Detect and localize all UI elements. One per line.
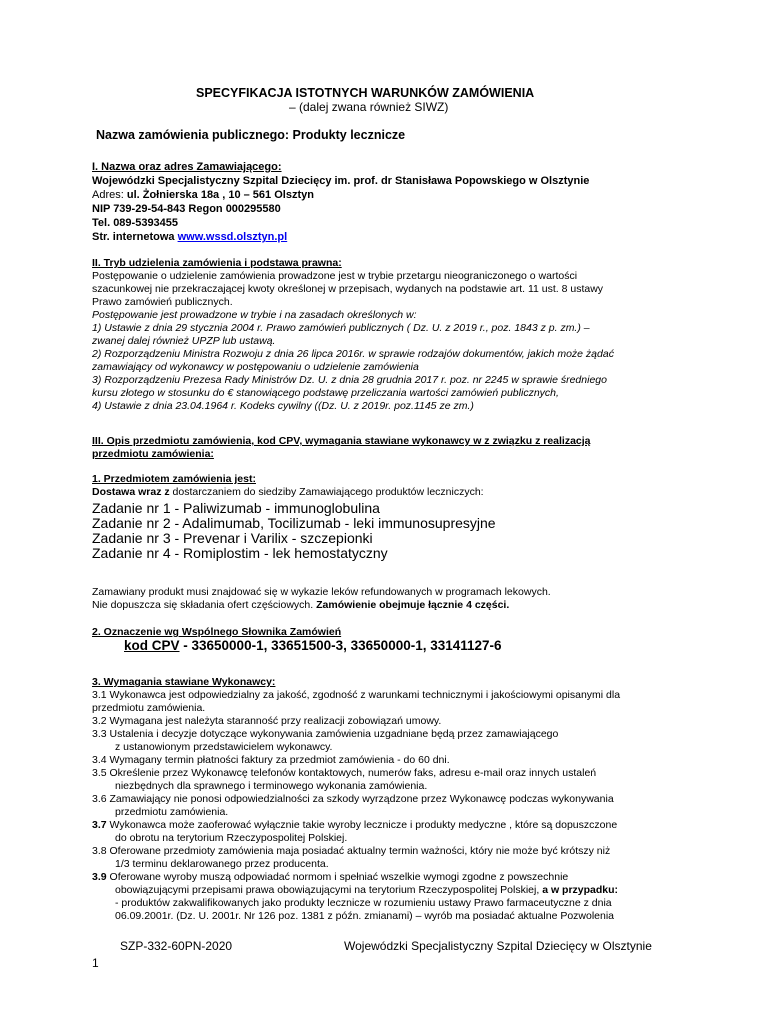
requirement-item: 3.7 Wykonawca może zaoferować wyłącznie takie wyroby lecznicze i produkty medyczne , które są dopuszczone bbox=[92, 819, 618, 831]
section2-italic-line: Postępowanie jest prowadzone w trybie i na zasadach określonych w: bbox=[92, 309, 417, 321]
requirement-cont: do obrotu na terytorium Rzeczypospolitej Polskiej. bbox=[115, 832, 348, 844]
requirement-item: 3.3 Ustalenia i decyzje dotyczące wykonywania zamówienia uzgadniane będą przez zamawiającego bbox=[92, 728, 559, 740]
document-title: SPECYFIKACJA ISTOTNYCH WARUNKÓW ZAMÓWIENIA bbox=[196, 86, 535, 100]
section2-heading: II. Tryb udzielenia zamówienia i podstawa prawna: bbox=[92, 257, 342, 269]
note-line: Nie dopuszcza się składania ofert częściowych. Zamówienie obejmuje łącznie 4 części. bbox=[92, 599, 510, 611]
website-link[interactable]: www.wssd.olsztyn.pl bbox=[177, 231, 288, 243]
telephone: Tel. 089-5393455 bbox=[92, 217, 179, 229]
section2-italic-line: 4) Ustawie z dnia 23.04.1964 r. Kodeks cywilny ((Dz. U. z 2019r. poz.1145 ze zm.) bbox=[92, 400, 474, 412]
section3-heading-cont: przedmiotu zamówienia: bbox=[92, 448, 214, 460]
task-item: Zadanie nr 4 - Romiplostim - lek hemostatyczny bbox=[92, 545, 388, 561]
requirement-cont: 06.09.2001r. (Dz. U. 2001r. Nr 126 poz. 1381 z późn. zmianami) – wyrób ma posiadać aktualne Pozwolenia bbox=[115, 910, 615, 922]
subsection2-heading: 2. Oznaczenie wg Wspólnego Słownika Zamówień bbox=[92, 626, 342, 638]
page-number: 1 bbox=[92, 956, 99, 970]
order-name: Nazwa zamówienia publicznego: Produkty lecznicze bbox=[96, 128, 406, 142]
section2-italic-line: 2) Rozporządzeniu Ministra Rozwoju z dnia 26 lipca 2016r. w sprawie rodzajów dokumentów, jakich może żądać bbox=[92, 348, 614, 360]
requirement-cont: niezbędnych dla sprawnego i terminowego wykonania zamówienia. bbox=[115, 780, 428, 792]
footer-institution: Wojewódzki Specjalistyczny Szpital Dziecięcy w Olsztynie bbox=[344, 939, 652, 953]
requirement-item: 3.1 Wykonawca jest odpowiedzialny za jakość, zgodność z warunkami technicznymi i jakościowymi opisanymi dla bbox=[92, 689, 621, 701]
requirement-item: 3.4 Wymagany termin płatności faktury za przedmiot zamówienia - do 60 dni. bbox=[92, 754, 450, 766]
requirement-cont: 1/3 terminu deklarowanego przez producenta. bbox=[115, 858, 329, 870]
section2-italic-line: 3) Rozporządzeniu Prezesa Rady Ministrów Dz. U. z dnia 28 grudnia 2017 r. poz. nr 2245 w sprawie średniego bbox=[92, 374, 607, 386]
requirement-item: 3.8 Oferowane przedmioty zamówienia maja posiadać aktualny termin ważności, który nie może być krótszy niż bbox=[92, 845, 611, 857]
section2-italic-line: zwanej dalej również UPZP lub ustawą. bbox=[92, 335, 276, 347]
requirement-cont: przedmiotu zamówienia. bbox=[92, 702, 206, 714]
requirement-item: 3.2 Wymagana jest należyta staranność przy realizacji zobowiązań umowy. bbox=[92, 715, 442, 727]
subsection3-heading: 3. Wymagania stawiane Wykonawcy: bbox=[92, 676, 276, 688]
delivery-line: Dostawa wraz z dostarczaniem do siedziby Zamawiającego produktów leczniczych: bbox=[92, 486, 484, 498]
requirement-cont: przedmiotu zamówienia. bbox=[115, 806, 229, 818]
subsection1-heading: 1. Przedmiotem zamówienia jest: bbox=[92, 473, 256, 485]
nip-regon: NIP 739-29-54-843 Regon 000295580 bbox=[92, 203, 281, 215]
section2-italic-line: 1) Ustawie z dnia 29 stycznia 2004 r. Prawo zamówień publicznych ( Dz. U. z 2019 r., poz. 1843 z p. zm.) – bbox=[92, 322, 590, 334]
website-line: Str. internetowa www.wssd.olsztyn.pl bbox=[92, 231, 288, 243]
requirement-item: 3.6 Zamawiający nie ponosi odpowiedzialności za szkody wyrządzone przez Wykonawcę podczas wykonywania bbox=[92, 793, 614, 805]
requirement-cont: - produktów zakwalifikowanych jako produkty lecznicze w rozumieniu ustawy Prawo farmaceutyczne z dnia bbox=[115, 897, 612, 909]
requirement-cont: obowiązującymi przepisami prawa obowiązującymi na terytorium Rzeczypospolitej Polskiej, a w przypadku: bbox=[115, 884, 619, 896]
address-line: Adres: ul. Żołnierska 18a , 10 – 561 Olsztyn bbox=[92, 189, 314, 201]
note-line: Zamawiany produkt musi znajdować się w wykazie leków refundowanych w programach lekowych. bbox=[92, 586, 551, 598]
section1-heading: I. Nazwa oraz adres Zamawiającego: bbox=[92, 161, 282, 173]
institution-name: Wojewódzki Specjalistyczny Szpital Dziecięcy im. prof. dr Stanisława Popowskiego w Olsztynie bbox=[92, 175, 590, 187]
task-item: Zadanie nr 1 - Paliwizumab - immunoglobulina bbox=[92, 500, 380, 516]
section2-italic-line: zamawiający od wykonawcy w postępowaniu o udzielenie zamówienia bbox=[92, 361, 419, 373]
cpv-line: kod CPV - 33650000-1, 33651500-3, 33650000-1, 33141127-6 bbox=[124, 638, 502, 653]
requirement-item: 3.5 Określenie przez Wykonawcę telefonów kontaktowych, numerów faks, adresu e-mail oraz innych ustaleń bbox=[92, 767, 597, 779]
section2-text-line: Postępowanie o udzielenie zamówienia prowadzone jest w trybie przetargu nieograniczonego o wartości bbox=[92, 270, 578, 282]
requirement-cont: z ustanowionym przedstawicielem wykonawcy. bbox=[115, 741, 333, 753]
section2-italic-line: kursu złotego w stosunku do € stanowiącego podstawę przeliczania wartości zamówień publicznych, bbox=[92, 387, 559, 399]
section2-text-line: Prawo zamówień publicznych. bbox=[92, 296, 233, 308]
document-subtitle: – (dalej zwana również SIWZ) bbox=[289, 100, 449, 114]
footer-reference: SZP-332-60PN-2020 bbox=[120, 939, 233, 953]
section3-heading: III. Opis przedmiotu zamówienia, kod CPV, wymagania stawiane wykonawcy w z związku z realizacją bbox=[92, 435, 591, 447]
requirement-item: 3.9 Oferowane wyroby muszą odpowiadać normom i spełniać wszelkie wymogi zgodne z powszechnie bbox=[92, 871, 569, 883]
section2-text-line: szacunkowej nie przekraczającej kwoty określonej w przepisach, wydanych na podstawie art. 11 ust. 8 ustawy bbox=[92, 283, 604, 295]
task-item: Zadanie nr 3 - Prevenar i Varilix - szczepionki bbox=[92, 530, 373, 546]
task-item: Zadanie nr 2 - Adalimumab, Tocilizumab - leki immunosupresyjne bbox=[92, 515, 496, 531]
